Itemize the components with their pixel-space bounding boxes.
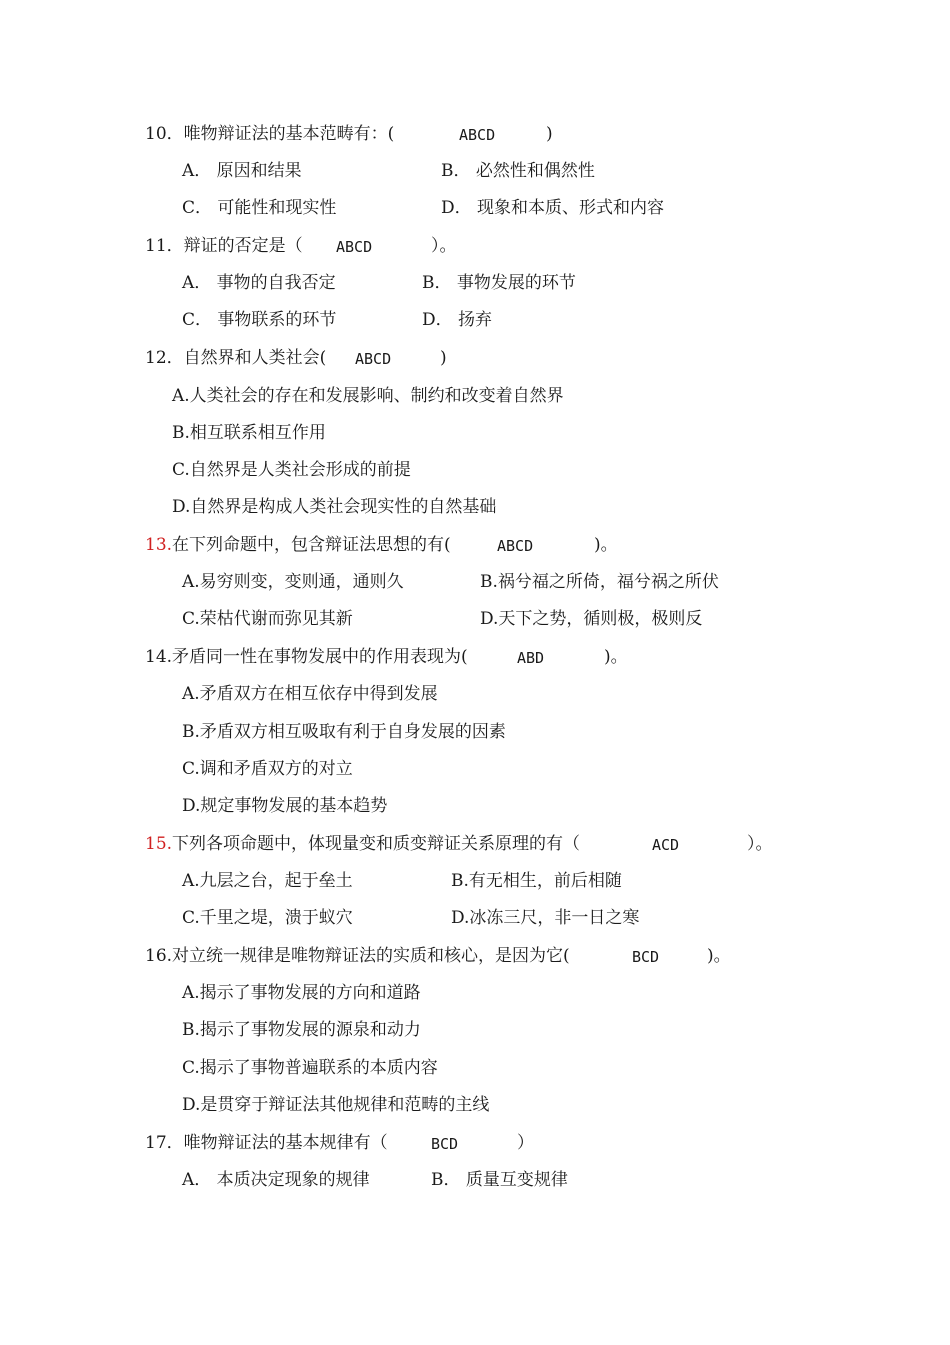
option-b: B.祸兮福之所倚，福兮祸之所伏 [480, 572, 719, 592]
option-c: C.揭示了事物普遍联系的本质内容 [182, 1058, 438, 1078]
option-c: C． 可能性和现实性 [182, 198, 337, 218]
question-number: 13. [145, 535, 173, 555]
option-d: D.冰冻三尺，非一日之寒 [451, 908, 640, 928]
option-c: C.千里之堤，溃于蚁穴 [182, 908, 353, 928]
question-number: 10． [145, 124, 184, 144]
option-d: D.天下之势，循则极，极则反 [480, 609, 703, 629]
option-a: A． 本质决定现象的规律 [182, 1170, 370, 1190]
question-11-close: ）。 [431, 236, 457, 256]
option-d: D． 现象和本质、形式和内容 [441, 198, 665, 218]
question-number: 16. [145, 946, 173, 966]
question-15-stem [145, 832, 580, 856]
option-b: B． 事物发展的环节 [422, 273, 576, 293]
question-10-close: ) [546, 124, 553, 144]
question-12-answer: ABCD [355, 350, 392, 368]
option-a: A.易穷则变，变则通，通则久 [182, 572, 404, 592]
question-text: 矛盾同一性在事物发展中的作用表现为( [172, 647, 468, 667]
question-16-stem [145, 944, 570, 968]
question-17-answer: BCD [431, 1135, 459, 1153]
question-number: 11． [145, 236, 184, 256]
option-a: A． 事物的自我否定 [182, 273, 336, 293]
option-b: B.有无相生，前后相随 [451, 871, 622, 891]
question-text: 自然界和人类社会( [183, 348, 327, 368]
question-10-answer: ABCD [459, 126, 496, 144]
option-b: B.矛盾双方相互吸取有利于自身发展的因素 [182, 722, 506, 742]
question-16-answer: BCD [632, 948, 660, 966]
question-17-close: ） [517, 1133, 534, 1153]
question-number: 15. [145, 834, 173, 854]
question-11-answer: ABCD [336, 238, 373, 256]
question-17-stem [145, 1131, 388, 1155]
question-12-close: ) [440, 348, 447, 368]
option-c: C.调和矛盾双方的对立 [182, 759, 353, 779]
question-text: 在下列命题中，包含辩证法思想的有( [172, 535, 451, 555]
question-15-answer: ACD [652, 836, 680, 854]
option-b: B． 必然性和偶然性 [441, 161, 595, 181]
question-16-close: )。 [707, 946, 731, 966]
question-number: 17． [145, 1133, 184, 1153]
option-a: A.矛盾双方在相互依存中得到发展 [182, 684, 438, 704]
option-b: B.相互联系相互作用 [172, 423, 326, 443]
question-text: 下列各项命题中，体现量变和质变辩证关系原理的有（ [172, 834, 581, 854]
question-10-stem [145, 122, 394, 146]
question-13-answer: ABCD [497, 537, 534, 555]
question-14-answer: ABD [517, 649, 545, 667]
question-12-stem [145, 346, 326, 370]
question-number: 14. [145, 647, 173, 667]
question-13-close: )。 [594, 535, 618, 555]
option-d: D.是贯穿于辩证法其他规律和范畴的主线 [182, 1095, 490, 1115]
option-b: B． 质量互变规律 [431, 1170, 568, 1190]
option-a: A.揭示了事物发展的方向和道路 [182, 983, 421, 1003]
question-14-close: )。 [604, 647, 628, 667]
option-c: C.自然界是人类社会形成的前提 [172, 460, 411, 480]
option-c: C． 事物联系的环节 [182, 310, 337, 330]
option-c: C.荣枯代谢而弥见其新 [182, 609, 353, 629]
question-13-stem [145, 533, 451, 557]
question-text: 辩证的否定是（ [183, 236, 303, 256]
question-text: 唯物辩证法的基本范畴有：( [183, 124, 395, 144]
option-d: D． 扬弃 [422, 310, 493, 330]
option-d: D.规定事物发展的基本趋势 [182, 796, 388, 816]
option-d: D.自然界是构成人类社会现实性的自然基础 [172, 497, 497, 517]
question-11-stem [145, 234, 303, 258]
option-a: A.人类社会的存在和发展影响、制约和改变着自然界 [172, 386, 564, 406]
question-text: 对立统一规律是唯物辩证法的实质和核心，是因为它( [172, 946, 570, 966]
question-14-stem [145, 645, 468, 669]
option-a: A． 原因和结果 [182, 161, 302, 181]
option-b: B.揭示了事物发展的源泉和动力 [182, 1020, 421, 1040]
option-a: A.九层之台，起于垒土 [182, 871, 353, 891]
question-number: 12． [145, 348, 184, 368]
question-text: 唯物辩证法的基本规律有（ [183, 1133, 388, 1153]
question-15-close: ）。 [747, 834, 773, 854]
